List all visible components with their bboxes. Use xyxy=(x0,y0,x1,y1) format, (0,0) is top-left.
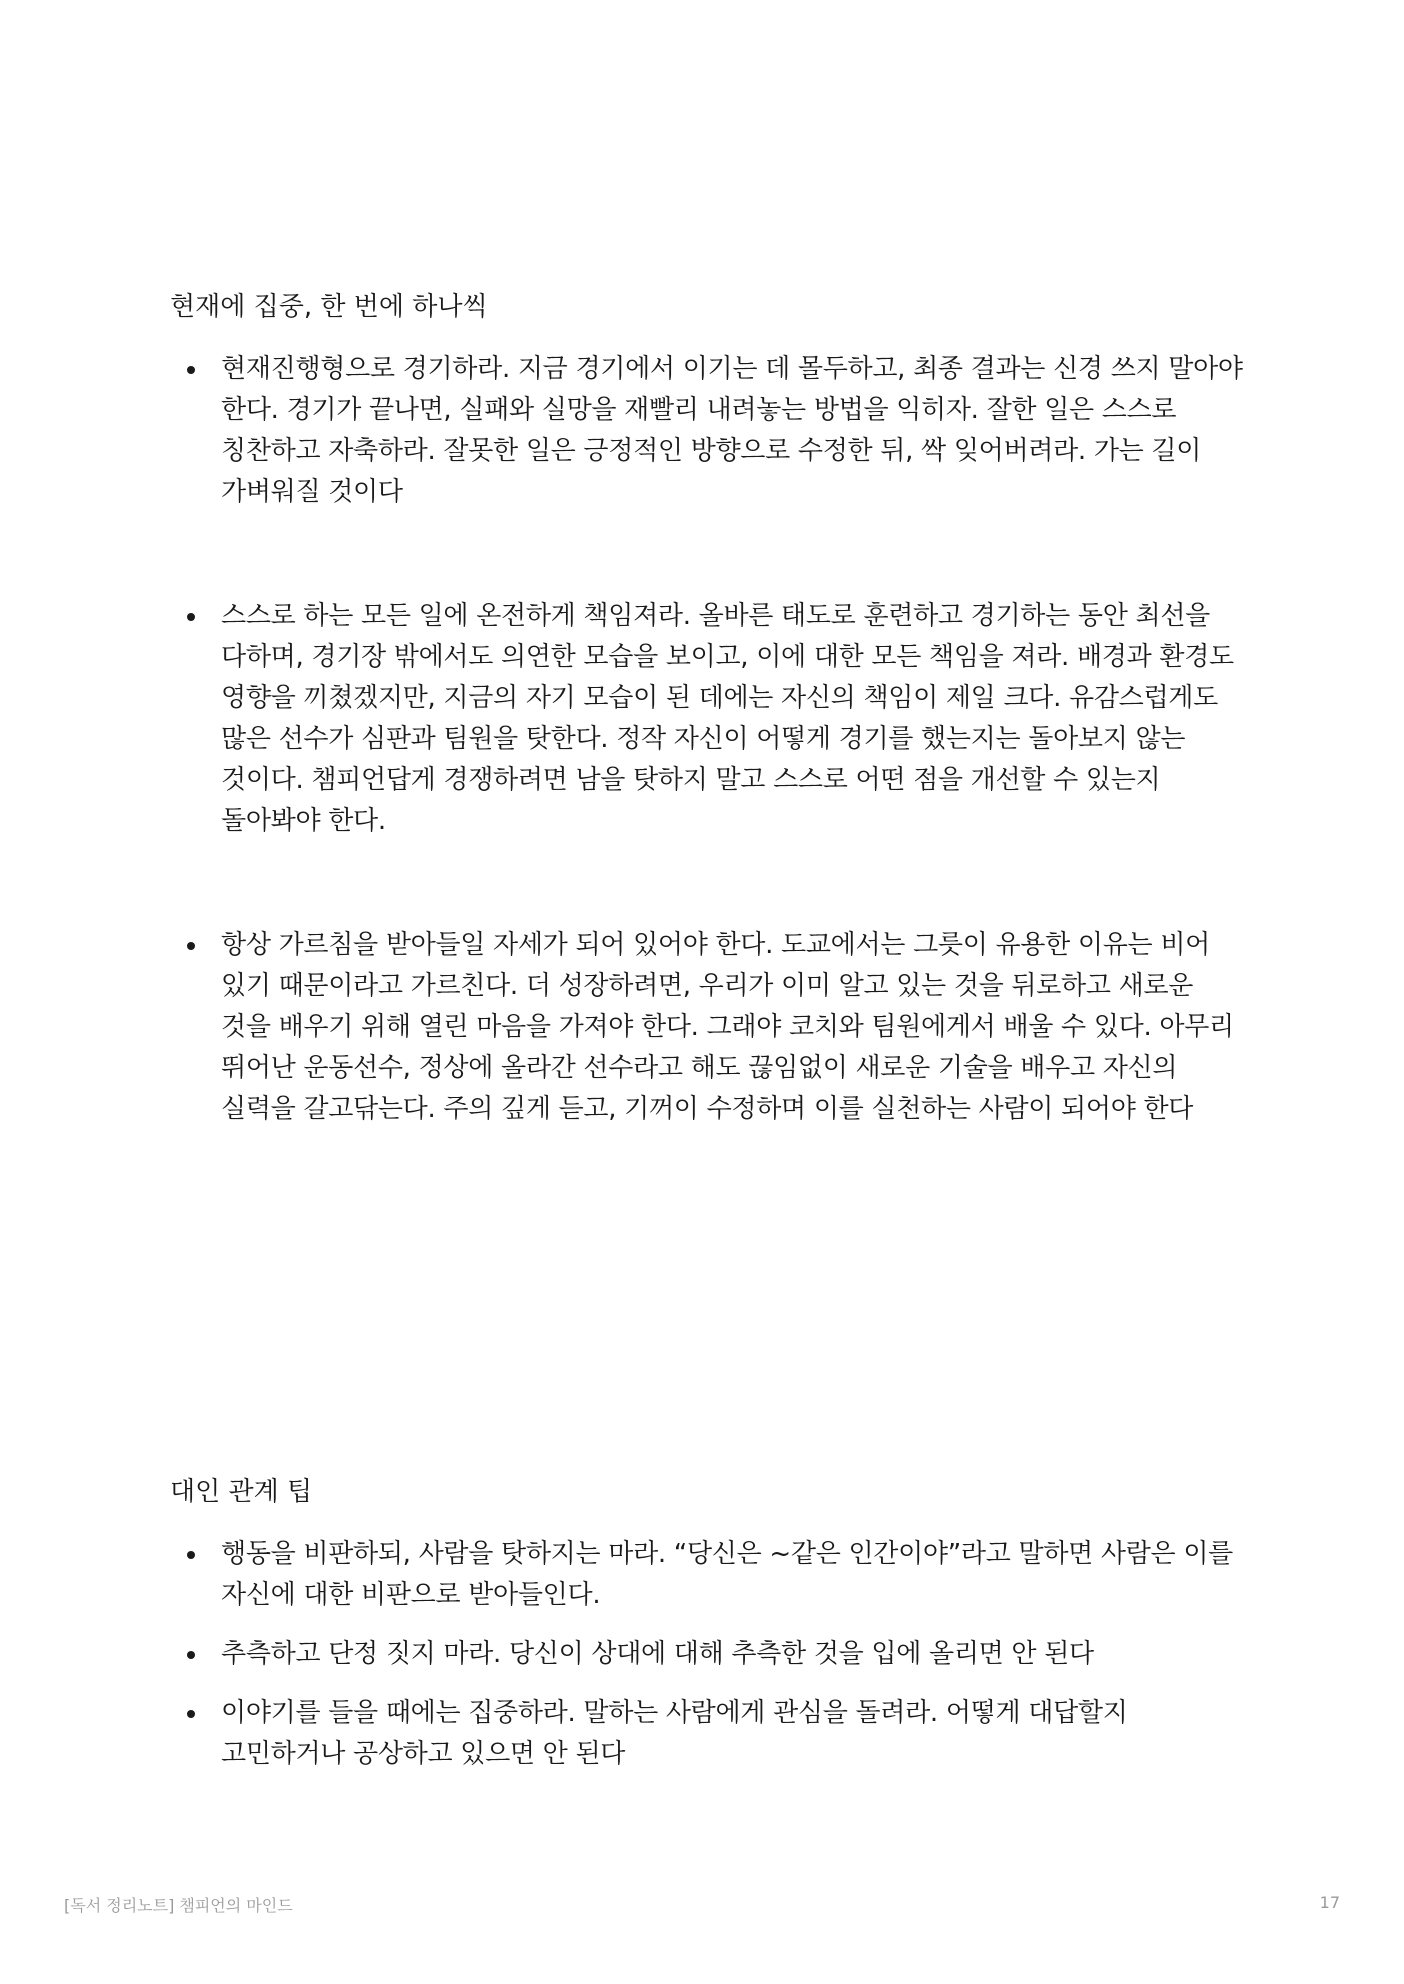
list-item-text: 스스로 하는 모든 일에 온전하게 책임져라. 올바른 태도로 훈련하고 경기하는 동안 최선을 다하며, 경기장 밖에서도 의연한 모습을 보이고, 이에 대한 모든 책임을 져라. 배경과 환경도 영향을 끼쳤겠지만, 지금의 자기 모습이 된 데에는 자신의 책임이 제일 크다. 유감스럽게도 많은 선수가 심판과 팀원을 탓한다. 정작 자신이 어떻게 경기를 했는지는 돌아보지 않는 것이다. 챔피언답게 경쟁하려면 남을 탓하지 말고 스스로 어떤 점을 개선할 수 있는지 돌아봐야 한다. xyxy=(221,601,1234,836)
bullet-icon xyxy=(187,366,195,374)
list-item-text: 현재진행형으로 경기하라. 지금 경기에서 이기는 데 몰두하고, 최종 결과는 신경 쓰지 말아야 한다. 경기가 끝나면, 실패와 실망을 재빨리 내려놓는 방법을 익히자. 잘한 일은 스스로 칭찬하고 자축하라. 잘못한 일은 긍정적인 방향으로 수정한 뒤, 싹 잊어버려라. 가는 길이 가벼워질 것이다 xyxy=(221,354,1243,507)
list-item-text: 추측하고 단정 짓지 마라. 당신이 상대에 대해 추측한 것을 입에 올리면 안 된다 xyxy=(221,1639,1094,1669)
list-item xyxy=(170,925,1250,1130)
bullet-icon xyxy=(187,1551,195,1559)
section-title: 현재에 집중, 한 번에 하나씩 xyxy=(170,292,488,322)
bullet-icon xyxy=(187,942,195,950)
list-item xyxy=(170,349,1250,513)
list-item xyxy=(170,1693,1250,1775)
bullet-icon xyxy=(187,1651,195,1659)
footer-document-title: [독서 정리노트] 챔피언의 마인드 xyxy=(64,1896,293,1915)
bullet-icon xyxy=(187,613,195,621)
list-item xyxy=(170,1534,1250,1616)
section-interpersonal-tips xyxy=(170,1472,1250,1775)
list-item-text: 항상 가르침을 받아들일 자세가 되어 있어야 한다. 도교에서는 그릇이 유용한 이유는 비어 있기 때문이라고 가르친다. 더 성장하려면, 우리가 이미 알고 있는 것을 뒤로하고 새로운 것을 배우기 위해 열린 마음을 가져야 한다. 그래야 코치와 팀원에게서 배울 수 있다. 아무리 뛰어난 운동선수, 정상에 올라간 선수라고 해도 끊임없이 새로운 기술을 배우고 자신의 실력을 갈고닦는다. 주의 깊게 듣고, 기꺼이 수정하며 이를 실천하는 사람이 되어야 한다 xyxy=(221,930,1234,1124)
list-item xyxy=(170,1634,1250,1675)
page-number: 17 xyxy=(1319,1893,1340,1912)
bullet-list xyxy=(170,349,1250,1130)
bullet-icon xyxy=(187,1710,195,1718)
list-item-text: 행동을 비판하되, 사람을 탓하지는 마라. “당신은 ~같은 인간이야”라고 말하면 사람은 이를 자신에 대한 비판으로 받아들인다. xyxy=(221,1539,1233,1610)
section-present-focus xyxy=(170,287,1250,1130)
bullet-list xyxy=(170,1534,1250,1775)
list-item xyxy=(170,596,1250,842)
section-title: 대인 관계 팁 xyxy=(170,1477,313,1507)
list-item-text: 이야기를 들을 때에는 집중하라. 말하는 사람에게 관심을 돌려라. 어떻게 대답할지 고민하거나 공상하고 있으면 안 된다 xyxy=(221,1698,1128,1769)
